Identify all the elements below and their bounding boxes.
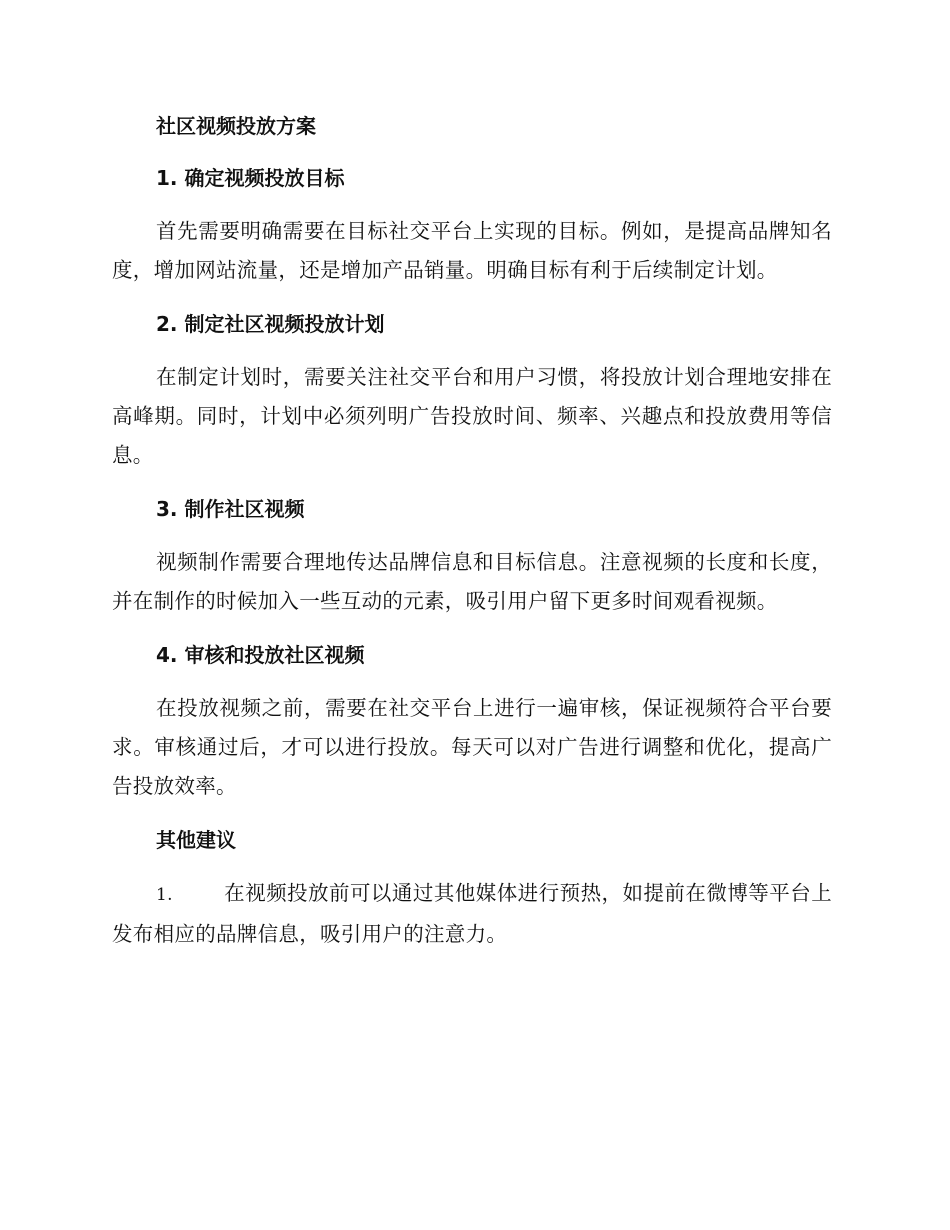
document-title: 社区视频投放方案 <box>156 114 316 138</box>
section-3-body: 视频制作需要合理地传达品牌信息和目标信息。注意视频的长度和长度，并在制作的时候加入一些互动的元素，吸引用户留下更多时间观看视频。 <box>112 550 832 613</box>
section-3-heading: 3. 制作社区视频 <box>156 497 305 521</box>
section-2-body: 在制定计划时，需要关注社交平台和用户习惯，将投放计划合理地安排在高峰期。同时，计划中必须列明广告投放时间、频率、兴趣点和投放费用等信息。 <box>112 365 832 467</box>
document-content <box>112 108 832 970</box>
section-1-body: 首先需要明确需要在目标社交平台上实现的目标。例如，是提高品牌知名度，增加网站流量，还是增加产品销量。明确目标有利于后续制定计划。 <box>112 219 832 282</box>
section-4-heading: 4. 审核和投放社区视频 <box>156 643 365 667</box>
section-1-heading: 1. 确定视频投放目标 <box>156 166 345 190</box>
suggestion-item-1-text: 在视频投放前可以通过其他媒体进行预热，如提前在微博等平台上发布相应的品牌信息，吸引用户的注意力。 <box>112 881 832 946</box>
section-2-heading: 2. 制定社区视频投放计划 <box>156 312 385 336</box>
section-4-body: 在投放视频之前，需要在社交平台上进行一遍审核，保证视频符合平台要求。审核通过后，才可以进行投放。每天可以对广告进行调整和优化，提高广告投放效率。 <box>112 696 832 798</box>
other-suggestions-heading: 其他建议 <box>156 828 236 852</box>
suggestion-item-1-number: 1. <box>156 885 173 905</box>
suggestion-item-1 <box>112 874 832 954</box>
